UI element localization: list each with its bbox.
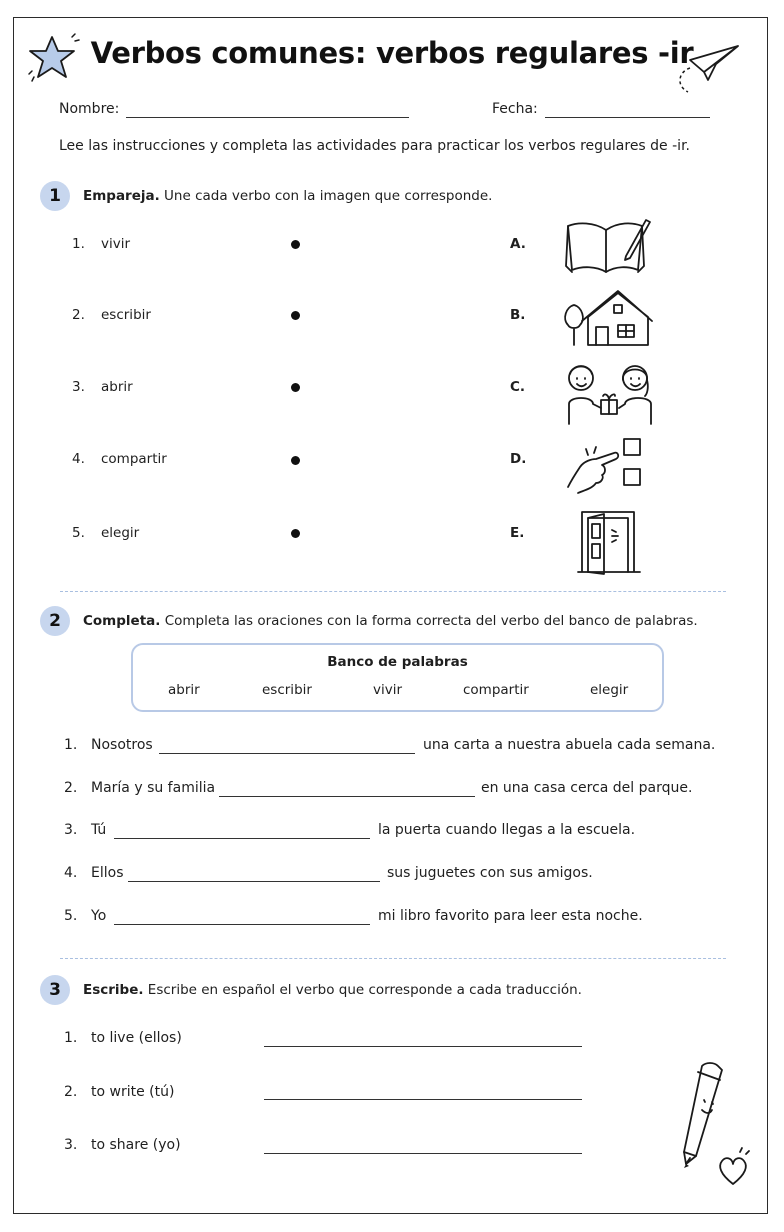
date-field[interactable] — [545, 117, 710, 118]
sentence-start: Nosotros — [91, 737, 153, 753]
match-verb-number: 4. — [72, 451, 85, 467]
translation-prompt: to write (tú) — [91, 1084, 175, 1100]
translation-number: 1. — [64, 1030, 78, 1046]
sentence-blank[interactable] — [114, 838, 370, 839]
section-2-badge: 2 — [40, 606, 70, 636]
sentence-blank[interactable] — [219, 796, 475, 797]
sentence-start: María y su familia — [91, 780, 216, 796]
match-letter: A. — [510, 236, 526, 252]
match-letter: B. — [510, 307, 526, 323]
page-title: Verbos comunes: verbos regulares -ir — [90, 36, 694, 70]
section-2-title: Completa. — [83, 613, 161, 629]
translation-number: 3. — [64, 1137, 78, 1153]
match-verb: escribir — [101, 307, 151, 323]
match-verb: abrir — [101, 379, 133, 395]
sentence-number: 1. — [64, 737, 78, 753]
instructions: Lee las instrucciones y completa las actividades para practicar los verbos regulares de -ir. — [59, 138, 690, 154]
sentence-end: mi libro favorito para leer esta noche. — [378, 908, 643, 924]
date-label: Fecha: — [492, 101, 538, 117]
open-door-icon — [578, 510, 642, 576]
match-dot[interactable] — [291, 240, 300, 249]
word-bank-word: compartir — [463, 682, 529, 698]
match-letter: D. — [510, 451, 527, 467]
translation-prompt: to share (yo) — [91, 1137, 181, 1153]
translation-number: 2. — [64, 1084, 78, 1100]
match-verb: vivir — [101, 236, 131, 252]
match-verb: elegir — [101, 525, 140, 541]
section-1-text: Une cada verbo con la imagen que corresponde. — [164, 188, 493, 204]
children-sharing-gift-icon — [563, 360, 659, 426]
sentence-number: 5. — [64, 908, 78, 924]
match-letter: E. — [510, 525, 525, 541]
sentence-number: 4. — [64, 865, 78, 881]
section-3-title: Escribe. — [83, 982, 144, 998]
house-tree-icon — [562, 289, 652, 349]
sentence-end: en una casa cerca del parque. — [481, 780, 693, 796]
match-verb: compartir — [101, 451, 167, 467]
sentence-end: sus juguetes con sus amigos. — [387, 865, 593, 881]
sentence-blank[interactable] — [114, 924, 370, 925]
name-label: Nombre: — [59, 101, 120, 117]
sentence-end: la puerta cuando llegas a la escuela. — [378, 822, 636, 838]
sentence-number: 3. — [64, 822, 78, 838]
name-field[interactable] — [126, 117, 409, 118]
match-dot[interactable] — [291, 383, 300, 392]
match-dot[interactable] — [291, 311, 300, 320]
section-divider — [60, 958, 726, 959]
section-divider — [60, 591, 726, 592]
section-3-heading — [83, 982, 582, 998]
match-verb-number: 3. — [72, 379, 85, 395]
open-book-pencil-icon — [564, 216, 652, 276]
sentence-end: una carta a nuestra abuela cada semana. — [423, 737, 716, 753]
section-1-heading — [83, 188, 492, 204]
hand-checkbox-icon — [566, 437, 646, 497]
match-verb-number: 5. — [72, 525, 85, 541]
translation-answer-line[interactable] — [264, 1046, 582, 1047]
translation-answer-line[interactable] — [264, 1153, 582, 1154]
word-bank-word: elegir — [590, 682, 629, 698]
translation-answer-line[interactable] — [264, 1099, 582, 1100]
word-bank-word: abrir — [168, 682, 200, 698]
match-letter: C. — [510, 379, 526, 395]
section-1-badge: 1 — [40, 181, 70, 211]
section-3-text: Escribe en español el verbo que corresponde a cada traducción. — [147, 982, 582, 998]
match-verb-number: 1. — [72, 236, 85, 252]
match-verb-number: 2. — [72, 307, 85, 323]
section-2-text: Completa las oraciones con la forma correcta del verbo del banco de palabras. — [164, 613, 698, 629]
match-dot[interactable] — [291, 529, 300, 538]
sentence-blank[interactable] — [128, 881, 380, 882]
sentence-blank[interactable] — [159, 753, 415, 754]
match-dot[interactable] — [291, 456, 300, 465]
sentence-start: Yo — [91, 908, 107, 924]
word-bank-word: vivir — [373, 682, 403, 698]
word-bank-word: escribir — [262, 682, 312, 698]
sentence-start: Ellos — [91, 865, 124, 881]
sentence-number: 2. — [64, 780, 78, 796]
translation-prompt: to live (ellos) — [91, 1030, 182, 1046]
sentence-start: Tú — [91, 822, 107, 838]
section-2-heading — [83, 613, 698, 629]
word-bank-title: Banco de palabras — [327, 654, 468, 670]
section-1-title: Empareja. — [83, 188, 160, 204]
heart-icon — [716, 1146, 750, 1188]
section-3-badge: 3 — [40, 975, 70, 1005]
